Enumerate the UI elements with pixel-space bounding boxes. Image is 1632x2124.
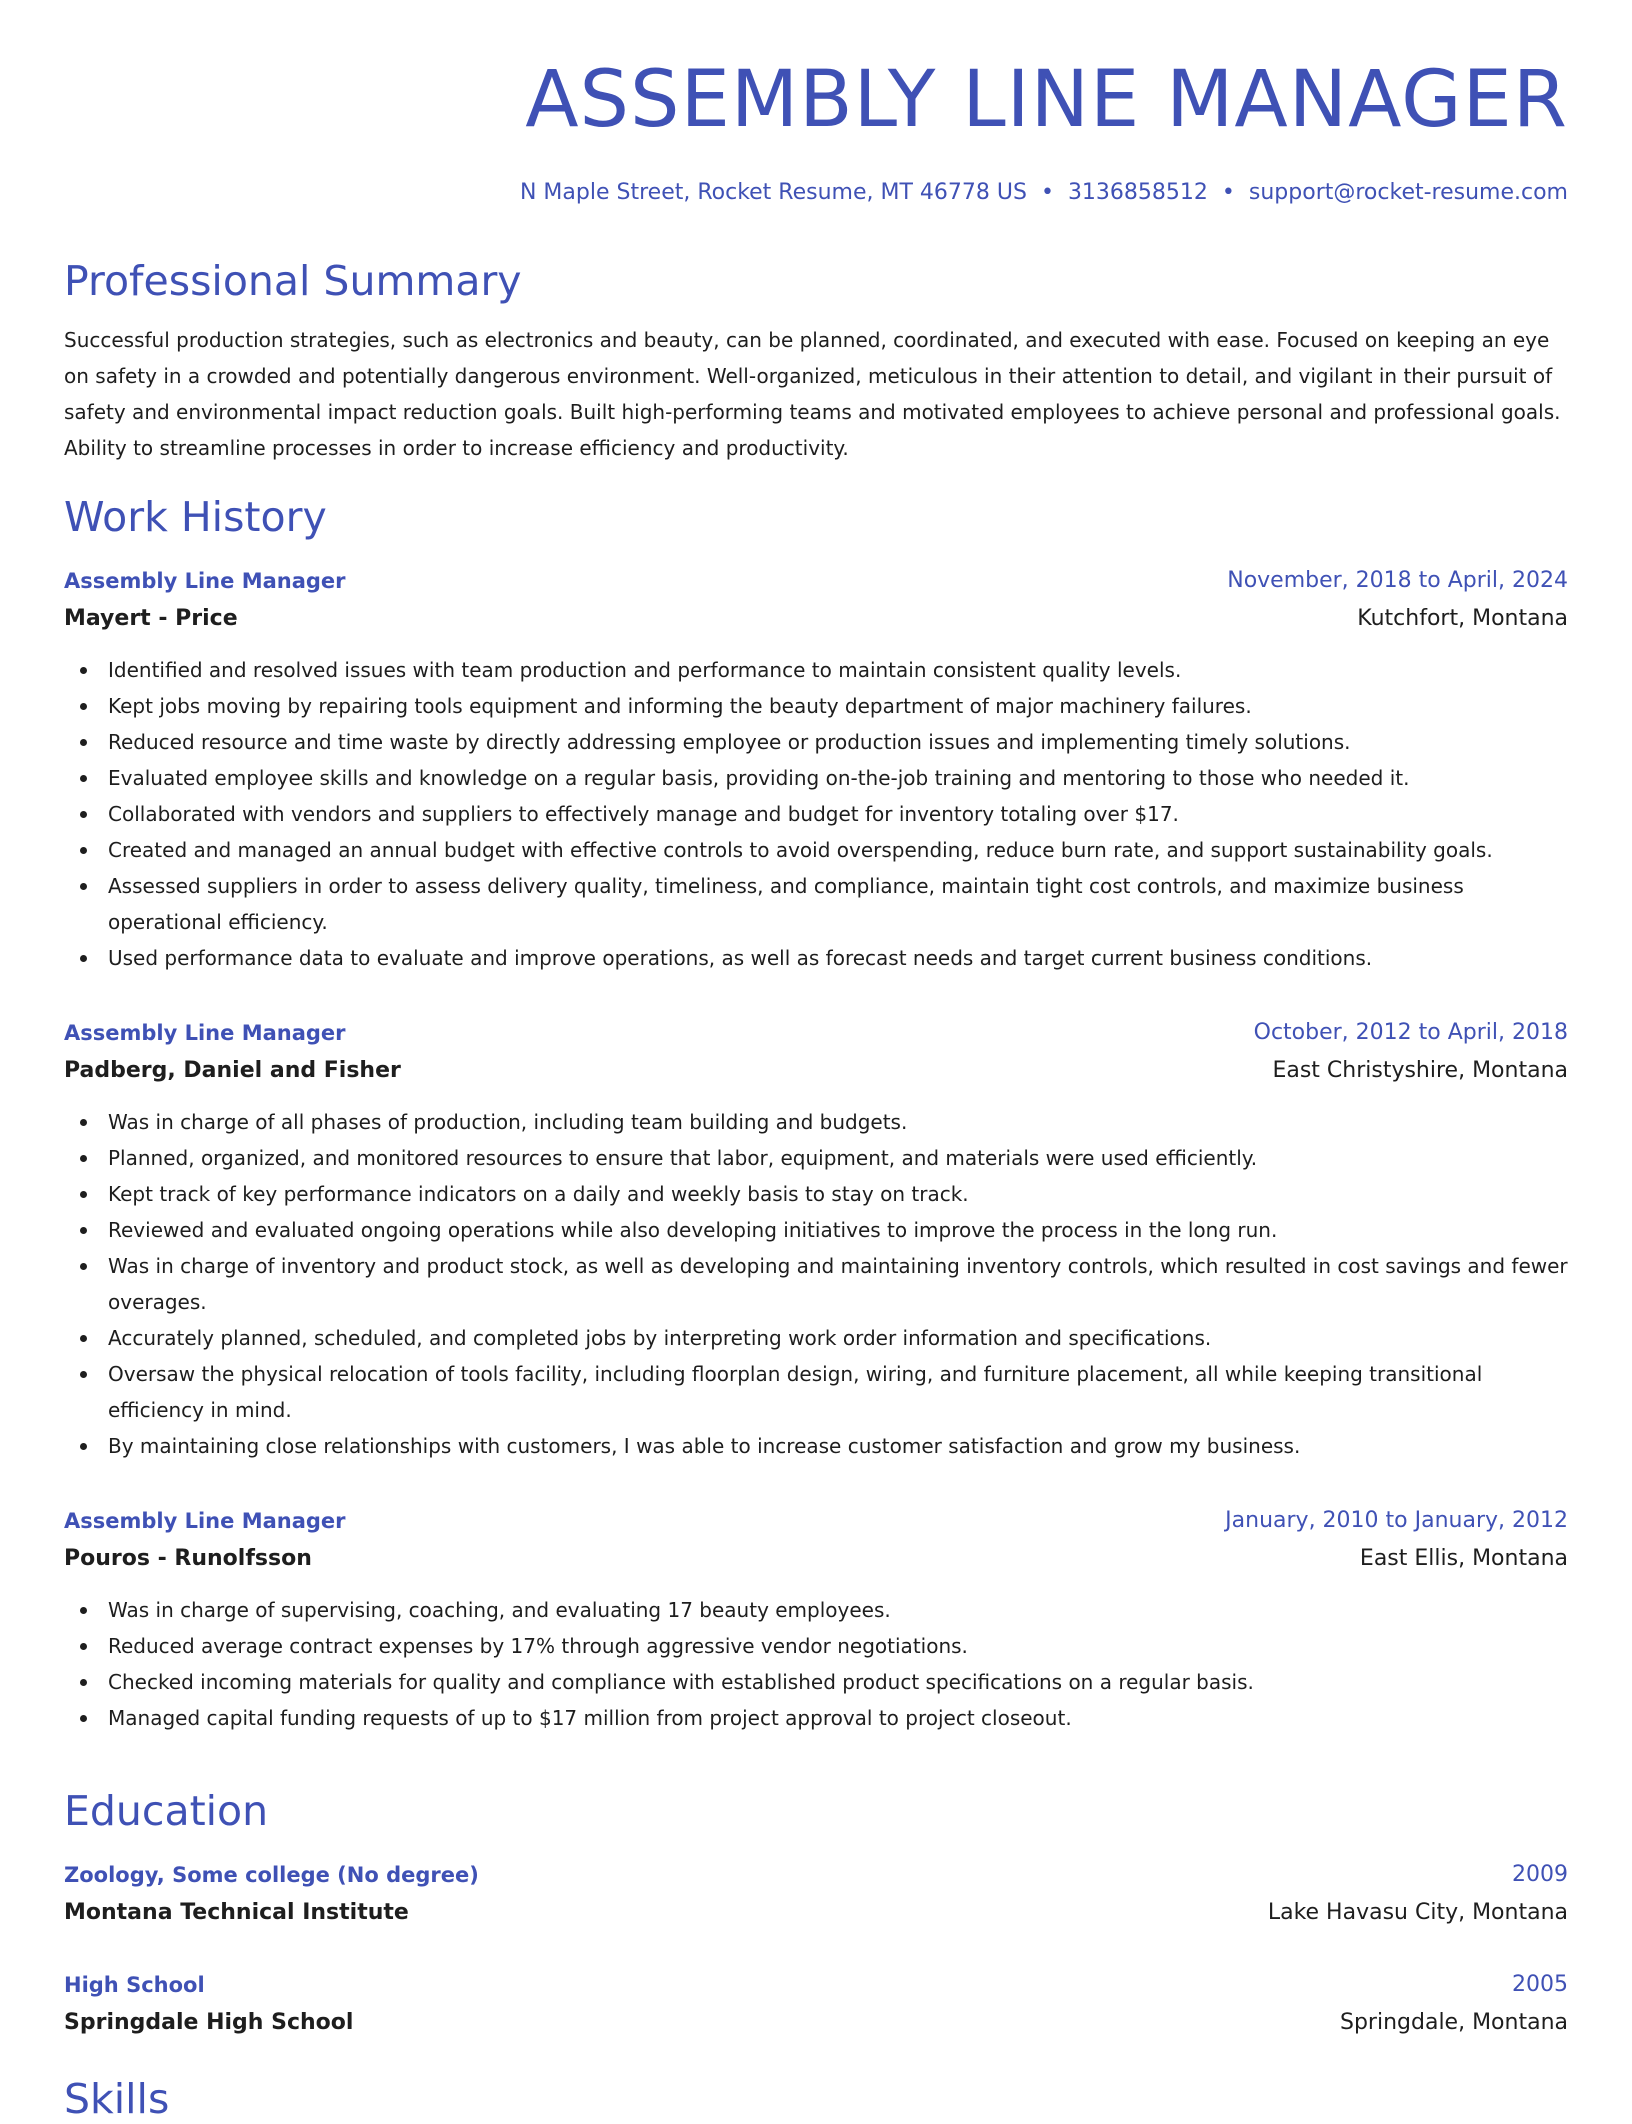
job-entry [64, 1014, 1568, 1464]
job-title: Assembly Line Manager [64, 1021, 346, 1045]
bullet-item: Created and managed an annual budget with effective controls to avoid overspending, reduce burn rate, and support sustainability goals. [64, 832, 1568, 868]
bullet-item: Collaborated with vendors and suppliers to effectively manage and budget for inventory totaling over $17. [64, 796, 1568, 832]
bullet-item: Was in charge of supervising, coaching, and evaluating 17 beauty employees. [64, 1592, 1568, 1628]
contact-line [520, 178, 1568, 208]
contact-phone: 3136858512 [1067, 180, 1208, 205]
job-location: East Ellis, Montana [1359, 1546, 1568, 1571]
education-degree: Zoology, Some college (No degree) [64, 1863, 479, 1887]
bullet-item: Was in charge of all phases of production, including team building and budgets. [64, 1104, 1568, 1140]
bullet-item: Reduced resource and time waste by directly addressing employee or production issues and implementing timely solutions. [64, 724, 1568, 760]
bullet-item: Used performance data to evaluate and improve operations, as well as forecast needs and target current business conditions. [64, 940, 1568, 976]
bullet-item: Was in charge of inventory and product stock, as well as developing and maintaining inventory controls, which resulted in cost savings and fewer overages. [64, 1248, 1568, 1320]
bullet-item: Kept track of key performance indicators on a daily and weekly basis to stay on track. [64, 1176, 1568, 1212]
bullet-item: Identified and resolved issues with team production and performance to maintain consistent quality levels. [64, 652, 1568, 688]
bullet-item: Kept jobs moving by repairing tools equipment and informing the beauty department of major machinery failures. [64, 688, 1568, 724]
job-bullets [64, 1592, 1568, 1736]
job-title: Assembly Line Manager [64, 1509, 346, 1533]
job-dates: January, 2010 to January, 2012 [1225, 1508, 1568, 1533]
job-title: Assembly Line Manager [64, 569, 346, 593]
skills-heading: Skills [64, 2075, 170, 2123]
education-year: 2009 [1512, 1862, 1568, 1887]
work-history-heading: Work History [64, 493, 327, 541]
job-dates: October, 2012 to April, 2018 [1253, 1020, 1568, 1045]
summary-text: Successful production strategies, such as electronics and beauty, can be planned, coordinated, and executed with ease. Focused on keeping an eye on safety in a crowded and potentially dangerous environment. Well-organized, meticulous in their attention to detail, and vigilant in their pursuit of safety and environmental impact reduction goals. Built high-performing teams and motivated employees to achieve personal and professional goals. Ability to streamline processes in order to increase efficiency and productivity. [64, 328, 1561, 460]
job-bullets [64, 1104, 1568, 1464]
bullet-item: By maintaining close relationships with customers, I was able to increase customer satisfaction and grow my business. [64, 1428, 1568, 1464]
job-company: Mayert - Price [64, 606, 238, 631]
bullet-item: Evaluated employee skills and knowledge on a regular basis, providing on-the-job training and mentoring to those who needed it. [64, 760, 1568, 796]
job-entry [64, 562, 1568, 976]
education-entry [64, 1856, 1568, 1932]
bullet-item: Planned, organized, and monitored resources to ensure that labor, equipment, and materials were used efficiently. [64, 1140, 1568, 1176]
education-school: Springdale High School [64, 2010, 354, 2035]
bullet-item: Oversaw the physical relocation of tools facility, including floorplan design, wiring, and furniture placement, all while keeping transitional efficiency in mind. [64, 1356, 1568, 1428]
contact-separator: • [1040, 180, 1054, 205]
job-company: Padberg, Daniel and Fisher [64, 1058, 401, 1083]
contact-address: N Maple Street, Rocket Resume, MT 46778 US [519, 180, 1027, 205]
bullet-item: Checked incoming materials for quality and compliance with established product specifications on a regular basis. [64, 1664, 1568, 1700]
bullet-item: Managed capital funding requests of up to $17 million from project approval to project closeout. [64, 1700, 1568, 1736]
job-dates: November, 2018 to April, 2024 [1227, 568, 1568, 593]
education-entry [64, 1966, 1568, 2042]
job-company: Pouros - Runolfsson [64, 1546, 312, 1571]
education-degree: High School [64, 1973, 205, 1997]
bullet-item: Accurately planned, scheduled, and completed jobs by interpreting work order information and specifications. [64, 1320, 1568, 1356]
job-entry [64, 1502, 1568, 1736]
education-school: Montana Technical Institute [64, 1900, 409, 1925]
job-bullets [64, 652, 1568, 976]
bullet-item: Reviewed and evaluated ongoing operations while also developing initiatives to improve the process in the long run. [64, 1212, 1568, 1248]
summary-heading: Professional Summary [64, 257, 522, 305]
contact-separator: • [1221, 180, 1235, 205]
bullet-item: Reduced average contract expenses by 17% through aggressive vendor negotiations. [64, 1628, 1568, 1664]
education-heading: Education [64, 1787, 269, 1835]
education-year: 2005 [1512, 1972, 1568, 1997]
resume-title: ASSEMBLY LINE MANAGER [525, 55, 1568, 145]
job-location: Kutchfort, Montana [1357, 606, 1568, 631]
contact-email[interactable]: support@rocket-resume.com [1248, 180, 1568, 205]
job-location: East Christyshire, Montana [1272, 1058, 1568, 1083]
education-location: Lake Havasu City, Montana [1267, 1900, 1568, 1925]
bullet-item: Assessed suppliers in order to assess delivery quality, timeliness, and compliance, maintain tight cost controls, and maximize business operational efficiency. [64, 868, 1568, 940]
education-location: Springdale, Montana [1340, 2010, 1568, 2035]
